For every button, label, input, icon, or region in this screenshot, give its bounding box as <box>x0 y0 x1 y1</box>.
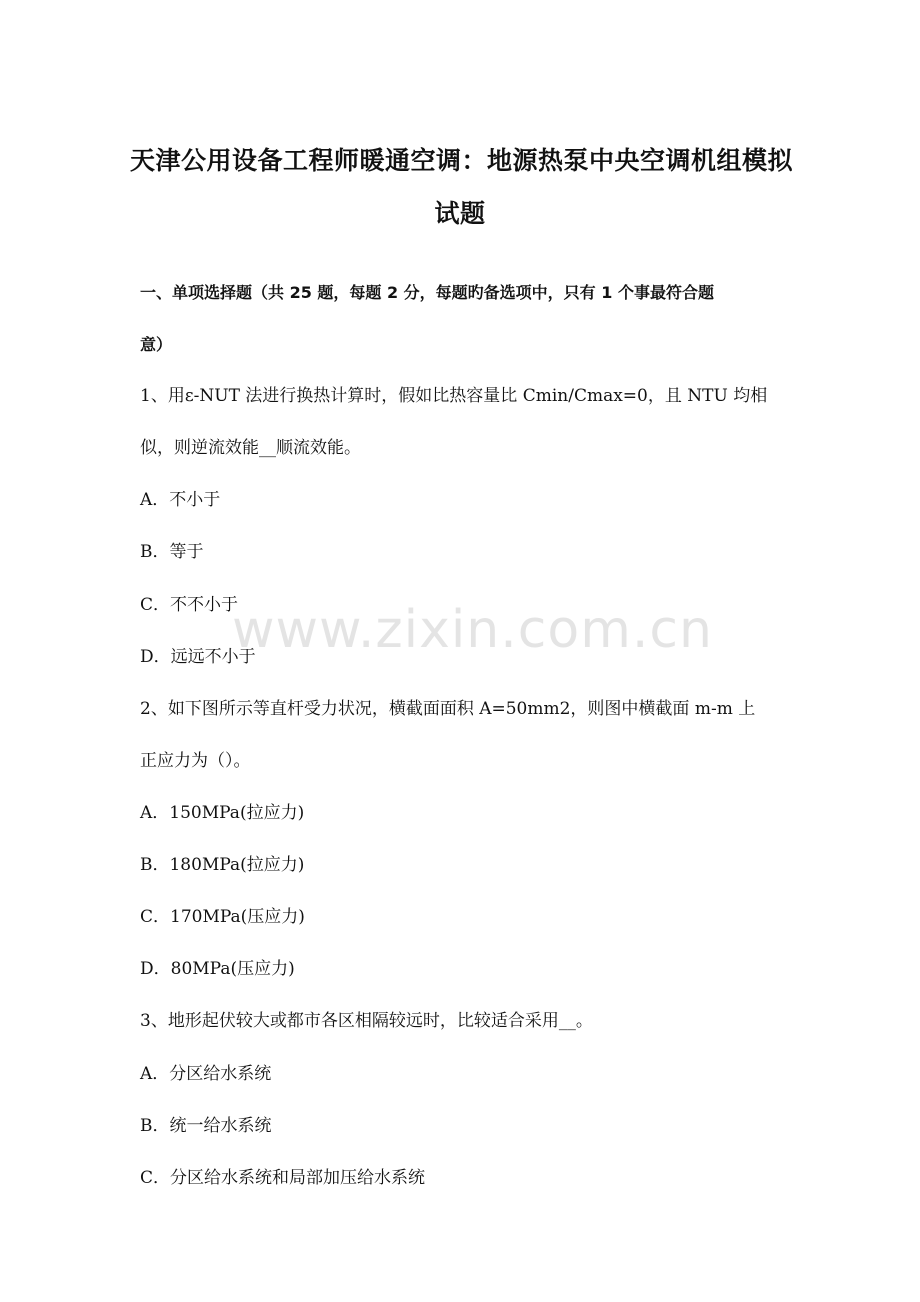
question-1-stem-line2: 似，则逆流效能__顺流效能。 <box>140 438 361 458</box>
question-2-option-c: C．170MPa(压应力) <box>140 907 305 927</box>
question-3-option-b: B．统一给水系统 <box>140 1116 272 1136</box>
question-1-stem-line1: 1、用ε-NUT 法进行换热计算时，假如比热容量比 Cmin/Cmax=0，且 NTU 均相 <box>140 386 768 406</box>
question-2-stem-line1: 2、如下图所示等直杆受力状况，横截面面积 A=50mm2，则图中横截面 m-m 上 <box>140 699 756 719</box>
question-2-option-d: D．80MPa(压应力) <box>140 959 295 979</box>
document-title-line1: 天津公用设备工程师暖通空调：地源热泵中央空调机组模拟 <box>130 146 794 175</box>
section-heading-line2: 意） <box>140 335 173 354</box>
question-3-stem-line1: 3、地形起伏较大或都市各区相隔较远时，比较适合采用__。 <box>140 1011 593 1031</box>
question-1-option-a: A．不小于 <box>140 490 221 510</box>
question-3-option-a: A．分区给水系统 <box>140 1064 272 1084</box>
watermark: www.zixin.com.cn <box>232 600 713 660</box>
question-2-option-a: A．150MPa(拉应力) <box>140 803 305 823</box>
document-title-line2: 试题 <box>434 199 486 228</box>
question-2-option-b: B．180MPa(拉应力) <box>140 855 305 875</box>
question-1-option-b: B．等于 <box>140 542 204 562</box>
question-3-option-c: C．分区给水系统和局部加压给水系统 <box>140 1168 426 1188</box>
question-1-option-d: D．远远不小于 <box>140 647 256 667</box>
question-2-stem-line2: 正应力为（）。 <box>140 751 251 771</box>
section-heading-line1: 一、单项选择题（共 25 题，每题 2 分，每题旳备选项中，只有 1 个事最符合题 <box>140 283 714 302</box>
question-1-option-c: C．不不小于 <box>140 595 239 615</box>
